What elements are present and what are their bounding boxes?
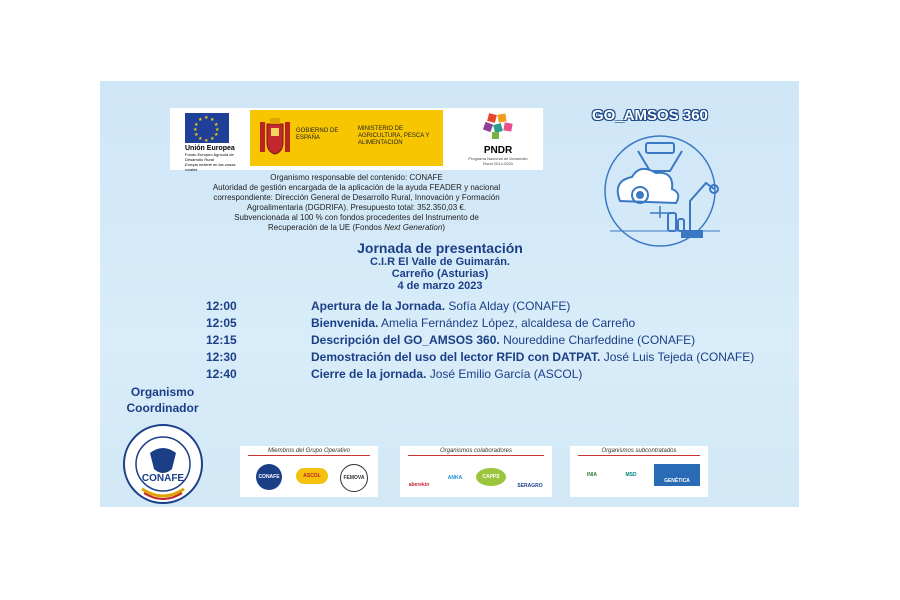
coat-of-arms-icon (258, 116, 292, 158)
agenda-list (206, 298, 796, 383)
partner-logos-strip (240, 446, 708, 518)
pndr-mosaic-icon (480, 112, 516, 140)
event-location: Carreño (Asturias) (391, 268, 489, 280)
agenda-row: 12:00 Apertura de la Jornada. Sofía Alday (CONAFE) (206, 299, 571, 313)
funding-statement: Organismo responsable del contenido: CONAFE Autoridad de gestión encargada de la aplicación de la ayuda FEADER y nacional correspondiente: Dirección General de Desarrollo Rural, Innovación y Formación Agroalimentaria (DGDRIFA). Presupuesto total: 352.350,03 €. Subvencionada al 100 % con fondos procedentes del Instrumento de Recuperación de la UE (Fondos Next Generation) (212, 173, 501, 232)
agenda-time: 12:05 (206, 316, 237, 330)
robot-milking-illustration-icon (590, 121, 750, 251)
pndr-subtitle: Programa Nacional de Desarrollo Rural 2014-2020 (468, 156, 528, 166)
svg-text:CONAFE: CONAFE (141, 473, 185, 484)
conafe-seal-icon (122, 423, 204, 505)
genetica-fontao-logo: GENÉTICA FONTAO (654, 464, 700, 486)
project-title: GO_AMSOS 360 (592, 107, 708, 124)
pndr-logo (468, 112, 528, 166)
eu-subtitle: Fondo Europeo Agrícola de Desarrollo Rural (185, 152, 234, 162)
event-title: Jornada de presentación (357, 240, 523, 256)
agenda-time: 12:40 (206, 367, 237, 381)
event-date: 4 de marzo 2023 (397, 280, 483, 292)
collaborators-panel (400, 446, 552, 497)
collaborators-label: Organismos colaboradores (408, 448, 544, 456)
eu-title: Unión Europea (185, 145, 235, 152)
msd-logo: MSD (625, 472, 637, 478)
agenda-row: 12:40 Cierre de la jornada. José Emilio García (ASCOL) (206, 367, 583, 381)
eu-motto: Europa invierte en las zonas rurales (185, 162, 236, 172)
aberekin-logo: aberekin (408, 482, 430, 488)
capps-logo: CAPPS (476, 468, 506, 486)
event-venue: C.I.R El Valle de Guimarán. (370, 256, 510, 268)
pndr-title: PNDR (483, 145, 513, 156)
conafe-logo: CONAFE (256, 464, 282, 490)
funding-logos-banner (170, 108, 543, 170)
seragro-logo: SERAGRO (517, 483, 543, 489)
members-panel (240, 446, 378, 497)
members-label: Miembros del Grupo Operativo (248, 448, 370, 456)
event-header (280, 241, 600, 292)
ascol-logo: ASCOL (296, 468, 328, 484)
spain-gov-label: GOBIERNO DE ESPAÑA (296, 128, 339, 141)
agenda-row: 12:05 Bienvenida. Amelia Fernández López, alcaldesa de Carreño (206, 316, 636, 330)
inia-logo: INIA (587, 472, 597, 478)
agenda-time: 12:30 (206, 350, 237, 364)
poster (100, 81, 799, 518)
spain-government-logo (250, 110, 443, 166)
anka-logo: ANKA (447, 475, 463, 481)
agenda-row: 12:15 Descripción del GO_AMSOS 360. Noureddine Charfeddine (CONAFE) (206, 333, 696, 347)
eu-logo (185, 113, 245, 172)
eu-flag-icon: ★ ★ ★ ★ ★ ★ ★ ★ ★ ★ ★ ★ (185, 113, 229, 143)
coordinator-heading: Organismo Coordinador (126, 385, 199, 415)
subcontractors-label: Organismos subcontratados (578, 448, 700, 456)
subcontractors-panel (570, 446, 708, 518)
femova-logo: FEMOVA (340, 464, 368, 492)
ministry-label: MINISTERIO DE AGRICULTURA, PESCA Y ALIMENTACIÓN (358, 126, 430, 146)
agenda-time: 12:00 (206, 299, 237, 313)
agenda-row: 12:30 Demostración del uso del lector RFID con DATPAT. José Luis Tejeda (CONAFE) (206, 350, 755, 364)
agenda-time: 12:15 (206, 333, 237, 347)
